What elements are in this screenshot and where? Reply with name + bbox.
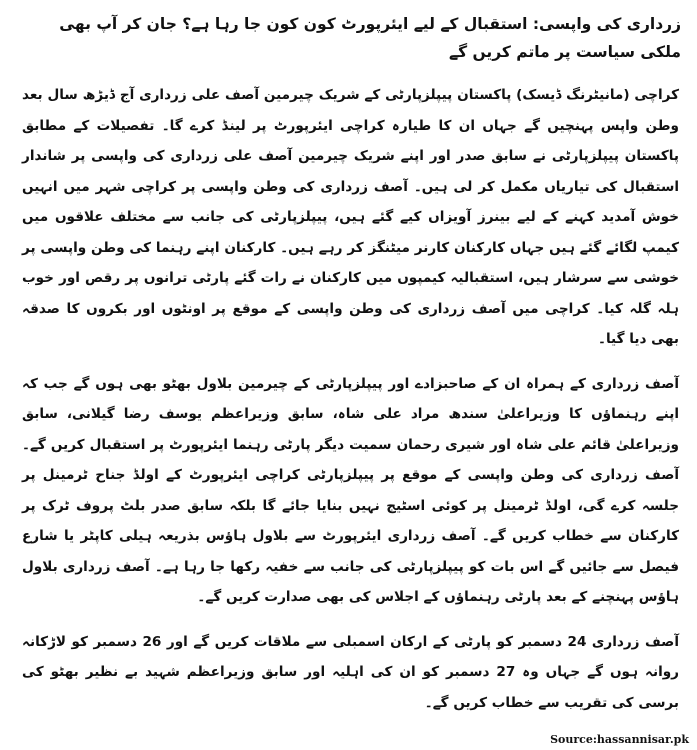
article-headline: زرداری کی واپسی: استقبال کے لیے ایئرپورٹ کون کون جا رہا ہے؟ جان کر آپ بھی ملکی سیاست پر ماتم کریں گے [59, 15, 681, 61]
article-paragraph-2: آصف زرداری کے ہمراہ ان کے صاحبزادے اور پیپلزپارٹی کے چیرمین بلاول بھٹو بھی ہوں گے جب کہ اپنے رہنماؤں کا وزیراعلیٰ سندھ مراد علی شاہ، سابق وزیراعظم یوسف رضا گیلانی، سابق وزیراعلیٰ قائم علی شاہ اور شیری رحمان سمیت دیگر پارٹی رہنما ایئرپورٹ پر استقبال کریں گے۔ آصف زرداری کی وطن واپسی کے موقع پر پیپلزپارٹی کراچی ایئرپورٹ کے اولڈ جناح ٹرمینل پر جلسہ کرے گی، اولڈ ٹرمینل پر کوئی اسٹیج نہیں بنایا جائے گا بلکہ سابق صدر بلٹ پروف ٹرک پر کارکنان سے خطاب کریں گے۔ آصف زرداری ایئرپورٹ سے بلاول ہاؤس بذریعہ ہیلی کاپٹر یا شارع فیصل سے جائیں گے اس بات کو پیپلزپارٹی کی جانب سے خفیہ رکھا جا رہا ہے۔ آصف زرداری بلاول ہاؤس پہنچنے کے بعد پارٹی رہنماؤں کے اجلاس کی بھی صدارت کریں گے۔ [22, 375, 679, 605]
source-credit: Source:hassannisar.pk [550, 733, 689, 746]
article-paragraph-1: کراچی (مانیٹرنگ ڈیسک) پاکستان پیپلزپارٹی کے شریک چیرمین آصف علی زرداری آج ڈیڑھ سال بعد وطن واپس پہنچیں گے جہاں ان کا طیارہ کراچی ایئرپورٹ پر لینڈ کرے گا۔ تفصیلات کے مطابق پاکستان پیپلزپارٹی نے سابق صدر اور اپنے شریک چیرمین آصف علی زرداری کی واپسی پر شاندار استقبال کی تیاریاں مکمل کر لی ہیں۔ آصف زرداری کی وطن واپسی پر کراچی شہر میں انہیں خوش آمدید کہنے کے لیے بینرز آویزاں کیے گئے ہیں، پیپلزپارٹی کی جانب سے مختلف علاقوں میں کیمپ لگائے گئے ہیں جہاں کارکنان کارنر میٹنگز کر رہے ہیں۔ کارکنان اپنے رہنما کی وطن واپسی پر خوشی سے سرشار ہیں، استقبالیہ کیمپوں میں کارکنان نے رات گئے پارٹی ترانوں پر رقص اور خوب ہلہ گلہ کیا۔ کراچی میں آصف زرداری کی وطن واپسی کے موقع پر اونٹوں اور بکروں کا صدقہ بھی دیا گیا۔ [22, 87, 679, 347]
article-paragraph-3: آصف زرداری 24 دسمبر کو پارٹی کے ارکان اسمبلی سے ملاقات کریں گے اور 26 دسمبر کو لاڑکانہ روانہ ہوں گے جہاں وہ 27 دسمبر کو ان کی اہلیہ اور سابق وزیراعظم شہید بے نظیر بھٹو کی برسی کی تقریب سے خطاب کریں گے۔ [22, 633, 680, 711]
